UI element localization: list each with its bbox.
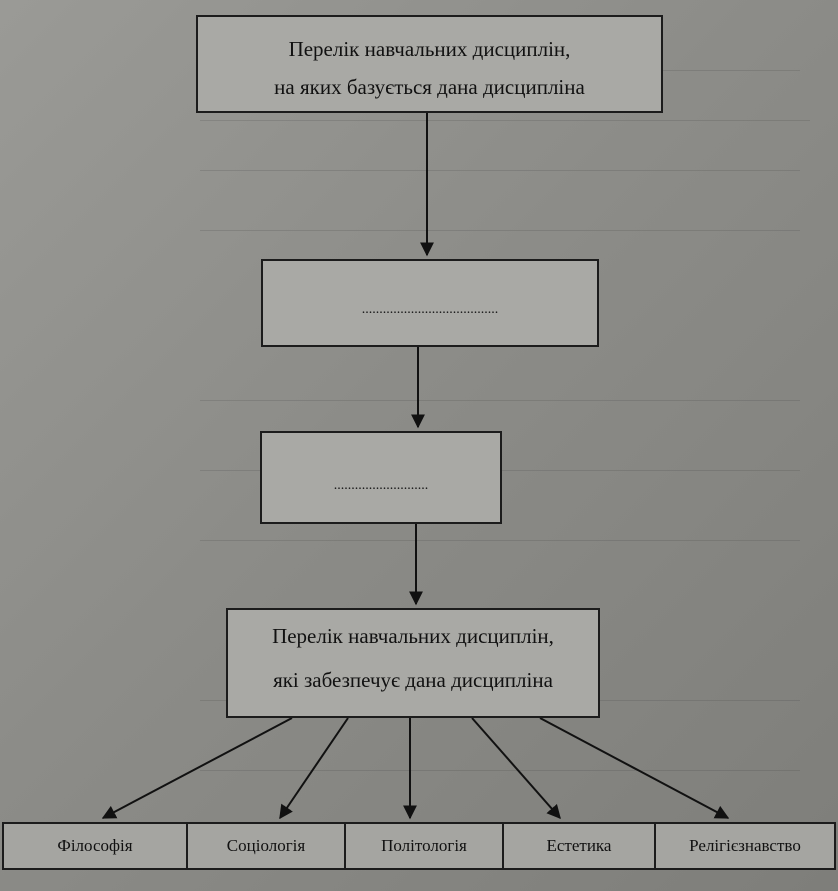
supported-disciplines-box <box>226 608 600 718</box>
background-line <box>200 540 800 541</box>
background-line <box>200 120 810 121</box>
background-line <box>200 400 800 401</box>
prerequisite-title-line1: Перелік навчальних дисциплін, <box>288 37 571 61</box>
prerequisite-disciplines-box <box>196 15 663 113</box>
discipline-aesthetics: Естетика <box>502 822 656 870</box>
background-line <box>200 170 800 171</box>
prerequisite-title-line2: на яких базується дана дисципліна <box>274 75 585 99</box>
discipline-philosophy: Філософія <box>2 822 188 870</box>
arrow-to-philosophy <box>103 718 292 818</box>
intermediate-box-1 <box>261 259 599 347</box>
arrow-to-religious-studies <box>540 718 728 818</box>
supported-title-line1: Перелік навчальних дисциплін, <box>272 624 554 648</box>
discipline-sociology: Соціологія <box>186 822 346 870</box>
background-line <box>200 770 800 771</box>
arrow-to-aesthetics <box>472 718 560 818</box>
intermediate-box-1-placeholder: ....................................... <box>361 302 499 317</box>
arrow-to-sociology <box>280 718 348 818</box>
intermediate-box-2-placeholder: ........................... <box>333 478 429 493</box>
supported-title-line2: які забезпечує дана дисципліна <box>273 668 553 692</box>
background-line <box>200 230 800 231</box>
discipline-politology: Політологія <box>344 822 504 870</box>
discipline-religious-studies: Релігієзнавство <box>654 822 836 870</box>
intermediate-box-2 <box>260 431 502 524</box>
